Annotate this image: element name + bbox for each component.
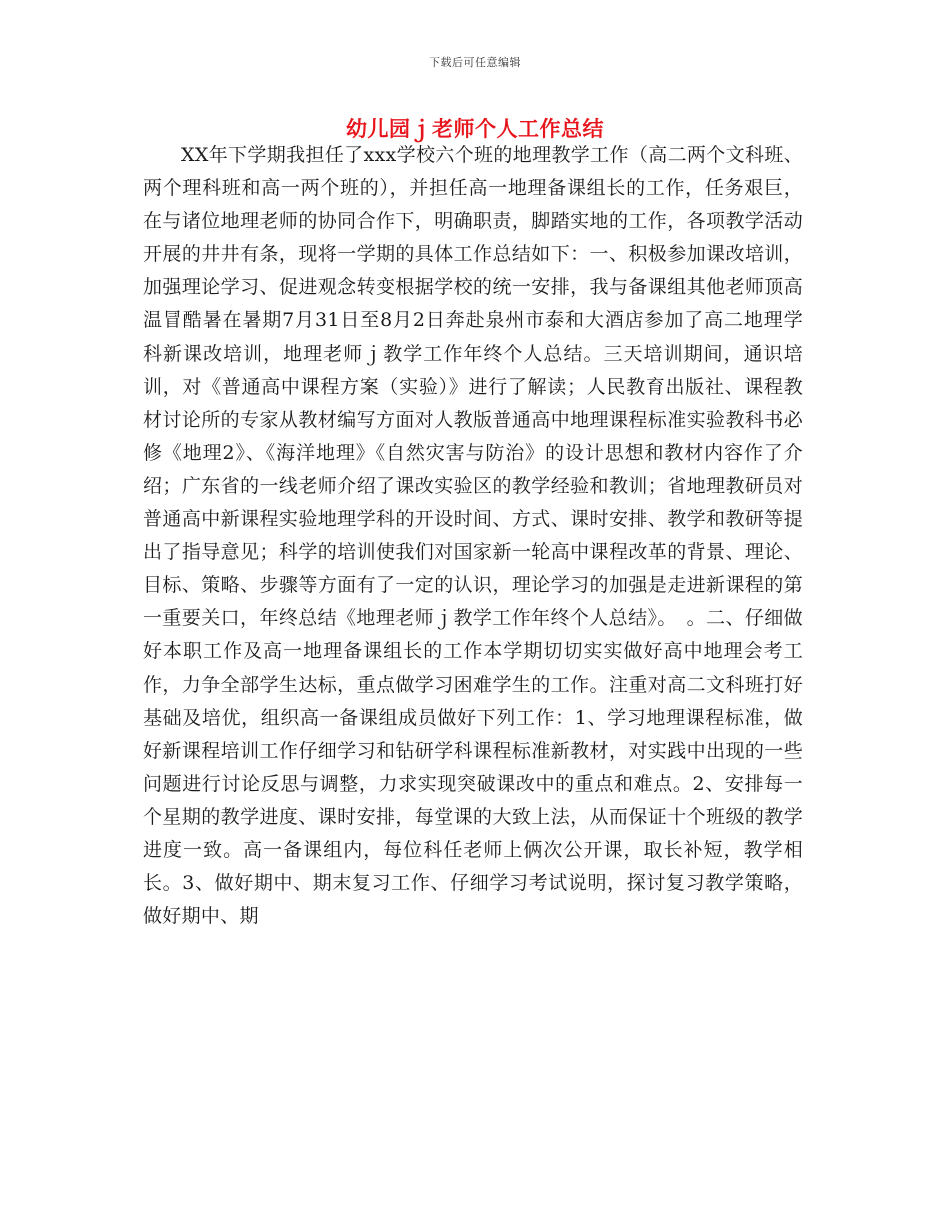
page-header-note: 下载后可任意编辑 bbox=[429, 56, 521, 69]
document-body-paragraph: XX年下学期我担任了xxx学校六个班的地理教学工作（高二两个文科班、两个理科班和高一两个班的），并担任高一地理备课组长的工作，任务艰巨，在与诸位地理老师的协同合作下，明确职责，脚踏实地的工作，各项教学活动开展的井井有条，现将一学期的具体工作总结如下：一、积极参加课改培训，加强理论学习、促进观念转变根据学校的统一安排，我与备课组其他老师顶高温冒酷暑在暑期7月31日至8月2日奔赴泉州市泰和大酒店参加了高二地理学科新课改培训，地理老师ｊ教学工作年终个人总结。三天培训期间，通识培训，对《普通高中课程方案（实验）》进行了解读；人民教育出版社、课程教材讨论所的专家从教材编写方面对人教版普通高中地理课程标准实验教科书必修《地理2》、《海洋地理》《自然灾害与防治》的设计思想和教材内容作了介绍；广东省的一线老师介绍了课改实验区的教学经验和教训；省地理教研员对普通高中新课程实验地理学科的开设时间、方式、课时安排、教学和教研等提出了指导意见；科学的培训使我们对国家新一轮高中课程改革的背景、理论、目标、策略、步骤等方面有了一定的认识，理论学习的加强是走进新课程的第一重要关口，年终总结《地理老师ｊ教学工作年终个人总结》。 。二、仔细做好本职工作及高一地理备课组长的工作本学期切切实实做好高中地理会考工作，力争全部学生达标，重点做学习困难学生的工作。注重对高二文科班打好基础及培优，组织高一备课组成员做好下列工作：1、学习地理课程标准，做好新课程培训工作仔细学习和钻研学科课程标准新教材，对实践中出现的一些问题进行讨论反思与调整，力求实现突破课改中的重点和难点。2、安排每一个星期的教学进度、课时安排，每堂课的大致上法，从而保证十个班级的教学进度一致。高一备课组内，每位科任老师上俩次公开课，取长补短，教学相长。3、做好期中、期末复习工作、仔细学习考试说明，探讨复习教学策略，做好期中、期 bbox=[143, 144, 803, 928]
document-title: 幼儿园ｊ老师个人工作总结 bbox=[346, 116, 604, 141]
